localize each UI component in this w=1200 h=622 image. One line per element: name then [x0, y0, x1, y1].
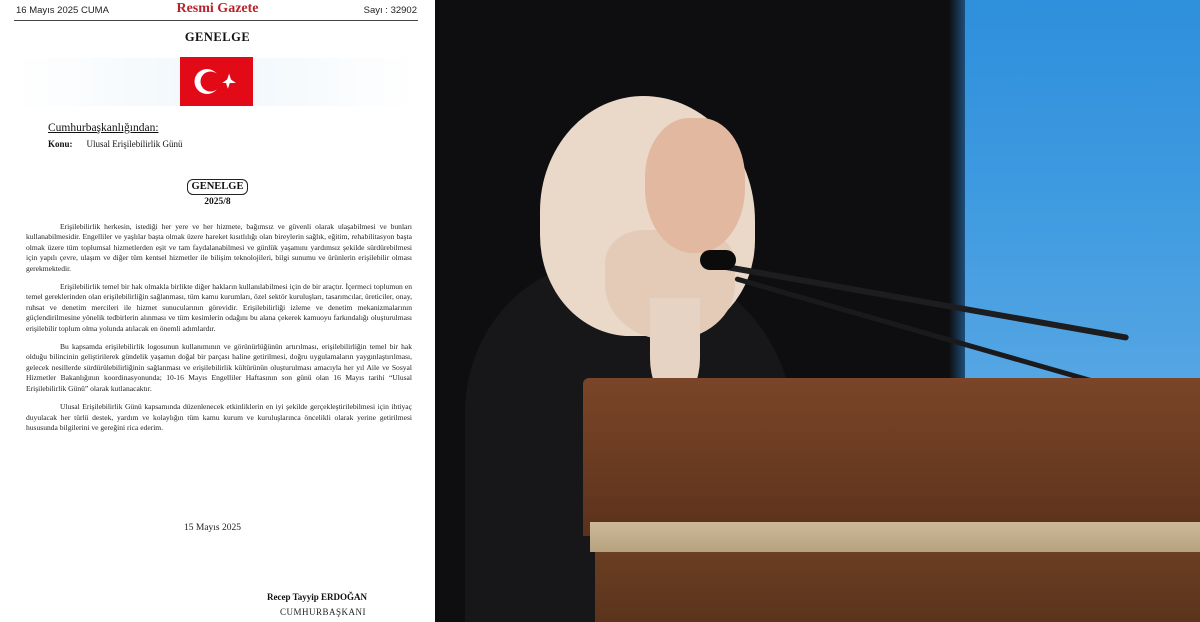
flag-crescent-star-icon [180, 57, 253, 106]
signer-title: CUMHURBAŞKANI [280, 607, 367, 617]
subject-line [48, 139, 183, 149]
gazette-page [0, 0, 435, 622]
stamp-number: 2025/8 [204, 197, 231, 207]
header-divider [14, 20, 418, 21]
gazette-date: 16 Mayıs 2025 CUMA [16, 5, 109, 16]
signature-date: 15 Mayıs 2025 [184, 523, 241, 533]
body-paragraph: Bu kapsamda erişilebilirlik logosunun kullanımının ve görünürlüğünün artırılması, erişilebilirliğin temel bir hak olduğu bilincinin geliştirilerek gündelik yaşamın doğal bir parçası haline getirilmesi, doğru uygulamaların yaygınlaştırılması, gelecek nesillerde sürdürülebilirliğinin sağlanması ve erişilebilirlik kültürünün oluşturulması amacıyla her yıl Aile ve Sosyal Hizmetler Bakanlığının koordinasyonunda; 10-16 Mayıs Engelliler Haftasının son günü olan 16 Mayıs tarihi “Ulusal Erişilebilirlik Günü” olarak kutlanacaktır. [26, 342, 412, 393]
speaker-face [645, 118, 745, 253]
circular-stamp [0, 176, 435, 207]
podium-lectern [583, 378, 1200, 536]
signer-name: Recep Tayyip ERDOĞAN [267, 592, 368, 602]
subject-text: Ulusal Erişilebilirlik Günü [86, 139, 183, 149]
section-title: GENELGE [184, 30, 251, 44]
turkish-flag-icon [180, 57, 253, 106]
body-paragraph: Erişilebilirlik temel bir hak olmakla birlikte diğer hakların kullanılabilmesi için de bir araçtır. İçermeci toplumun en temel gereklerinden olan erişilebilirliğin sağlanması, tüm kamu kurumları, özel sektör kuruluşları, tasarımcılar, üreticiler, onay, ruhsat ve denetim mercileri ile hizmet sunucularının görevidir. Erişilebilirliği izleme ve denetim mekanizmalarının güçlendirilmesine yönelik tedbirlerin alınması ve tüm kesimlerin odağını bu alana çekerek kamuoyu farkındalığı oluşturulması erişilebilir toplum olma yolunda atılacak en önemli adımlardır. [26, 282, 412, 333]
gazette-issue-number: Sayı : 32902 [363, 5, 417, 16]
circular-body [26, 222, 412, 441]
podium-trim [590, 522, 1200, 552]
issuing-authority: Cumhurbaşkanlığından: [48, 122, 159, 134]
body-paragraph: Erişilebilirlik herkesin, istediği her yere ve her hizmete, bağımsız ve güvenli olarak ulaşabilmesi ve bunları kullanabilmesidir. Engelliler ve yaşlılar başta olmak üzere hareket kısıtlılığı olan bireylerin sağlık, eğitim, rehabilitasyon başta olmak üzere tüm toplumsal hizmetlerden eşit ve tam faydalanabilmesi ve günlük yaşamını yardımsız şekilde sürdürebilmesi için yapılı çevre, ulaşım ve diğer tüm kentsel hizmetler ile bilişim teknolojileri, bilgi sunumu ve ürünlerin erişilebilir olması gerekmektedir. [26, 222, 412, 273]
gazette-masthead: Resmi Gazete [176, 1, 259, 16]
projection-screen [949, 0, 1200, 420]
speaker-photo [435, 0, 1200, 622]
body-paragraph: Ulusal Erişilebilirlik Günü kapsamında düzenlenecek etkinliklerin en iyi şekilde gerçekleştirilebilmesi için ihtiyaç duyulacak her türlü destek, yardım ve kolaylığın tüm kamu kurum ve kuruluşlarınca öncelikli olarak yerine getirilmesi hususunda bilgilerini ve gereğini rica ederim. [26, 402, 412, 432]
podium-base [595, 552, 1200, 622]
subject-label: Konu: [48, 139, 73, 149]
gazette-header [0, 0, 435, 20]
stamp-title: GENELGE [187, 179, 249, 195]
microphone-icon [700, 250, 736, 270]
